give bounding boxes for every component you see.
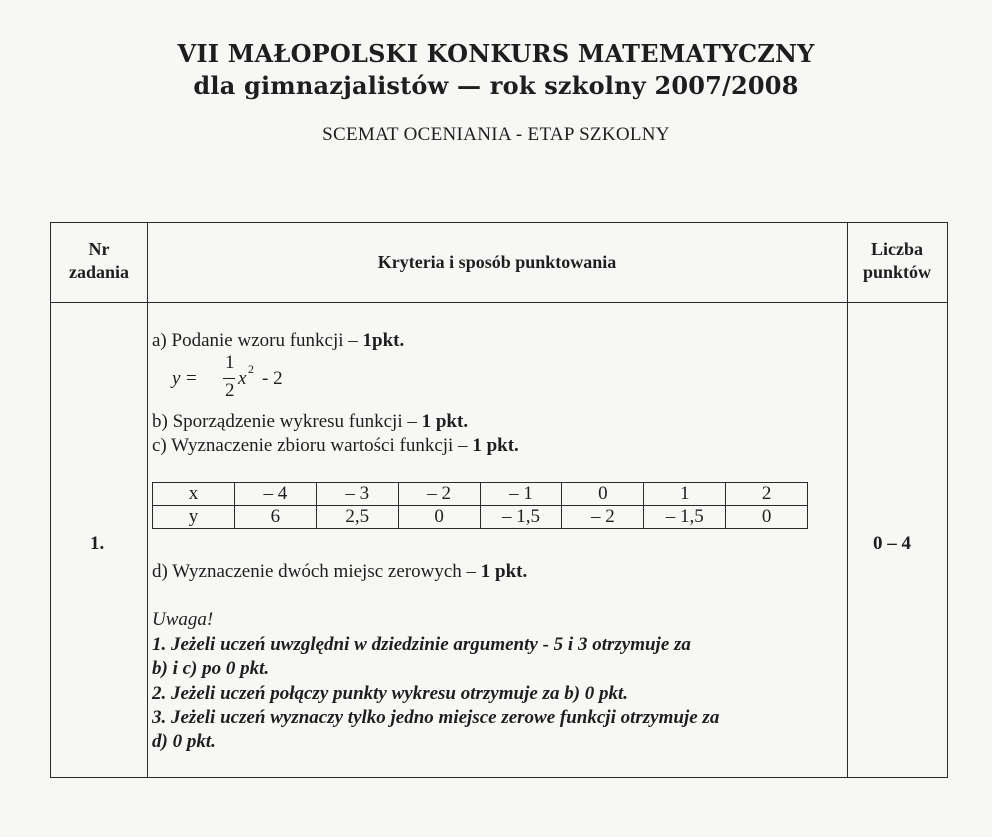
criterion-a bbox=[152, 330, 404, 352]
task-points: 0 – 4 bbox=[873, 533, 911, 554]
formula-constant: - 2 bbox=[262, 368, 283, 389]
criterion-c-text: c) Wyznaczenie zbioru wartości funkcji – bbox=[152, 435, 473, 456]
document-title: VII MAŁOPOLSKI KONKURS MATEMATYCZNY bbox=[177, 39, 815, 68]
note-item-3-cont: d) 0 pkt. bbox=[152, 731, 216, 752]
note-item-1-cont: b) i c) po 0 pkt. bbox=[152, 658, 270, 679]
document-title-line2: dla gimnazjalistów — rok szkolny 2007/2008 bbox=[193, 71, 799, 100]
values-table bbox=[152, 482, 808, 529]
table-cell: – 1,5 bbox=[644, 506, 726, 529]
table-cell: 2,5 bbox=[316, 506, 398, 529]
table-cell: 0 bbox=[726, 506, 808, 529]
table-cell: – 1,5 bbox=[480, 506, 562, 529]
criterion-d-points: 1 pkt. bbox=[480, 561, 528, 582]
function-formula bbox=[172, 354, 302, 410]
header-points-line1: Liczba bbox=[871, 239, 923, 259]
fraction-bar bbox=[223, 378, 235, 379]
values-row-x bbox=[153, 483, 808, 506]
table-cell: – 4 bbox=[234, 483, 316, 506]
formula-denominator: 2 bbox=[225, 380, 235, 401]
criterion-b-points: 1 pkt. bbox=[421, 411, 469, 432]
header-criteria: Kryteria i sposób punktowania bbox=[377, 252, 617, 272]
note-title: Uwaga! bbox=[152, 609, 214, 630]
table-cell: 0 bbox=[562, 483, 644, 506]
table-cell: – 2 bbox=[562, 506, 644, 529]
document-subtitle: SCEMAT OCENIANIA - ETAP SZKOLNY bbox=[322, 124, 670, 145]
table-cell: – 3 bbox=[316, 483, 398, 506]
table-cell: 1 bbox=[644, 483, 726, 506]
table-cell: x bbox=[153, 483, 235, 506]
column-divider-2 bbox=[847, 223, 848, 777]
header-points bbox=[847, 238, 947, 284]
table-cell: – 2 bbox=[398, 483, 480, 506]
header-divider bbox=[51, 302, 947, 303]
criterion-d bbox=[152, 561, 527, 583]
values-row-y bbox=[153, 506, 808, 529]
criterion-c-points: 1 pkt. bbox=[472, 435, 519, 456]
column-divider-1 bbox=[147, 223, 148, 777]
task-number: 1. bbox=[90, 533, 105, 554]
table-cell: y bbox=[153, 506, 235, 529]
criterion-d-text: d) Wyznaczenie dwóch miejsc zerowych – bbox=[152, 561, 481, 582]
table-cell: 2 bbox=[726, 483, 808, 506]
note-item-3: 3. Jeżeli uczeń wyznaczy tylko jedno miejsce zerowe funkcji otrzymuje za bbox=[152, 707, 720, 728]
criterion-b-text: b) Sporządzenie wykresu funkcji – bbox=[152, 411, 422, 432]
table-cell: 0 bbox=[398, 506, 480, 529]
criterion-b bbox=[152, 411, 468, 433]
formula-equals: = bbox=[186, 368, 197, 389]
header-nr-zadania bbox=[51, 238, 147, 284]
criterion-c bbox=[152, 435, 519, 457]
table-cell: – 1 bbox=[480, 483, 562, 506]
formula-exponent: 2 bbox=[248, 362, 254, 376]
header-points-line2: punktów bbox=[862, 262, 932, 282]
table-cell: 6 bbox=[234, 506, 316, 529]
formula-x: x bbox=[238, 368, 247, 389]
note-item-2: 2. Jeżeli uczeń połączy punkty wykresu otrzymuje za b) 0 pkt. bbox=[152, 683, 629, 704]
note-item-1: 1. Jeżeli uczeń uwzględni w dziedzinie argumenty - 5 i 3 otrzymuje za bbox=[152, 634, 691, 655]
formula-numerator: 1 bbox=[225, 352, 235, 373]
header-nr-line2: zadania bbox=[68, 262, 129, 282]
formula-y: y bbox=[172, 368, 181, 389]
header-nr-line1: Nr bbox=[88, 239, 110, 259]
criterion-a-text: a) Podanie wzoru funkcji – bbox=[152, 330, 363, 351]
criterion-a-points: 1pkt. bbox=[362, 330, 405, 351]
